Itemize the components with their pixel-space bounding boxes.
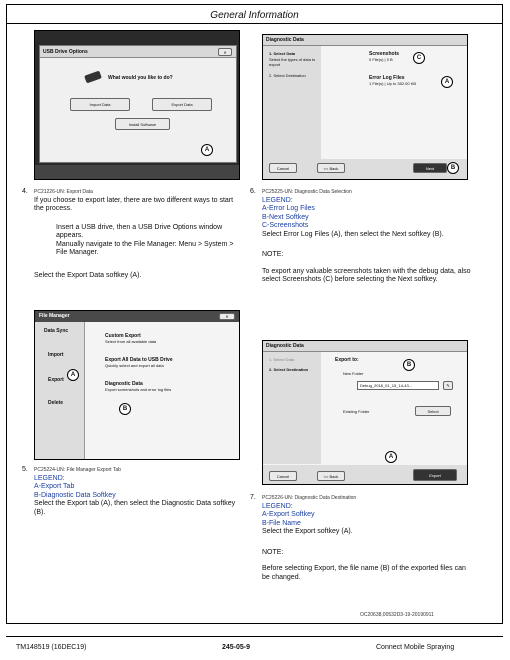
custom-export-title[interactable]: Custom Export [105,333,141,339]
step-6-text [262,188,472,285]
next-button[interactable] [413,163,447,173]
header-rule [6,23,503,24]
tab-data-sync[interactable]: Data Sync [44,328,69,334]
export-label: Export [429,472,441,478]
dest-titlebar [263,341,468,352]
callout-a: A [67,369,79,381]
tab-column [35,322,85,460]
step-6-caption: PC25225-UN: Diagnostic Data Selection [262,189,352,195]
callout-c: C [413,52,425,64]
step-select-destination: 2. Select Destination [269,367,309,372]
step-7-text [262,494,472,582]
step-5-legend-a: A-Export Tab [34,483,75,490]
tab-delete[interactable]: Delete [48,400,64,406]
callout-a: A [441,76,453,88]
export-all-sub: Quickly select and export all data [105,363,164,368]
step-7-note-label: NOTE: [262,548,284,556]
back-label: << Back [323,473,339,479]
file-manager-screenshot [34,310,240,460]
diag-titlebar [263,35,468,46]
callout-a: A [201,144,213,156]
usb-dialog-title: USB Drive Options [43,49,88,55]
step-7-legend-b: B-File Name [262,519,301,527]
step-select-data: 1. Select Data [269,357,295,362]
diagnostic-selection-screenshot [262,34,468,180]
dest-title: Diagnostic Data [266,343,304,349]
diagnostic-destination-screenshot [262,340,468,485]
footer-rule [6,636,503,637]
cancel-label: Cancel [276,473,290,479]
step-4-para2: Insert a USB drive, then a USB Drive Options window appears. [56,223,223,239]
export-data-button[interactable] [152,98,212,111]
back-button[interactable] [317,471,345,481]
export-button[interactable] [413,469,457,481]
custom-export-sub: Select from all available data [105,339,157,344]
step-6-number: 6. [250,188,256,195]
cancel-button[interactable] [269,163,297,173]
callout-b: B [403,359,415,371]
callout-a: A [385,451,397,463]
step-4-para4: Select the Export Data softkey (A). [34,272,142,279]
existing-folder-option[interactable]: Existing Folder [343,409,370,414]
step-7-number: 7. [250,494,256,501]
tab-import[interactable]: Import [48,352,64,358]
step-7-caption: PC25226-UN: Diagnostic Data Destination [262,495,357,501]
step-5-legend: LEGEND: [34,474,65,482]
export-all-title[interactable]: Export All Data to USB Drive [105,357,173,363]
back-button[interactable] [317,163,345,173]
step-select-data-sub: Select the types of data to export [269,57,316,67]
reference-code: OC20638,00532D3-19-20190911 [360,612,434,618]
file-manager-titlebar [35,311,240,322]
close-icon[interactable]: ✕ [218,48,232,56]
step-6-legend-a: A-Error Log Files [262,205,315,212]
callout-b: B [447,162,459,174]
footer-left: TM148519 (16DEC19) [16,644,87,651]
usb-question: What would you like to do? [108,75,173,81]
diagnostic-data-title[interactable]: Diagnostic Data [105,381,143,387]
step-5-text [34,466,242,517]
next-label: Next [425,165,435,171]
select-button[interactable] [415,406,451,416]
export-to-label: Export to: [335,357,359,363]
cancel-label: Cancel [276,165,290,171]
import-data-label: Import Data [89,102,111,107]
footer-right: Connect Mobile Spraying [376,644,455,651]
filename-value: Debug_2018_01_15_14-43... [360,383,413,388]
install-software-label: Install Software [128,121,157,127]
step-6-note: To export any valuable screenshots taken with the debug data, also select Screenshots (C) before selecting the Next softkey. [262,267,471,283]
tab-export[interactable]: Export [48,377,64,383]
step-6-legend: LEGEND: [262,196,293,204]
step-7-legend: LEGEND: [262,502,293,510]
file-manager-title: File Manager [39,313,70,319]
cancel-button[interactable] [269,471,297,481]
step-5-caption: PC25224-UN: File Manager Export Tab [34,467,121,473]
step-7-note: Before selecting Export, the file name (B) of the exported files can be changed. [262,565,466,581]
diagnostic-data-sub: Export screenshots and error log files [105,387,172,392]
step-4-para3: Manually navigate to the File Manager: Menu > System > File Manager. [56,240,234,256]
step-6-legend-b: B-Next Softkey [262,213,309,221]
filename-field[interactable] [357,381,439,390]
diag-title: Diagnostic Data [266,37,304,43]
install-software-button[interactable] [115,118,170,130]
screenshots-sub: 0 File(s) | 0 B [369,57,393,62]
error-log-title[interactable]: Error Log Files [369,75,405,81]
step-7-para: Select the Export softkey (A). [262,528,353,535]
footer-center: 245-05-9 [222,644,251,651]
usb-drive-options-screenshot [34,30,240,180]
step-6-para: Select Error Log Files (A), then select the Next softkey (B). [262,230,444,238]
step-4-number: 4. [22,188,28,195]
step-select-destination: 2. Select Destination [269,73,306,78]
export-data-label: Export Data [171,102,193,107]
new-folder-option[interactable]: New Folder [343,371,364,376]
select-label: Select [427,408,439,414]
step-4-caption: PC21226-UN: Export Data [34,189,93,195]
step-select-data: 1. Select Data [269,51,296,56]
error-log-sub: 1 File(s) | Up to 352.00 KB [369,81,417,86]
step-7-legend-a: A-Export Softkey [262,511,315,518]
usb-dialog-titlebar [40,46,237,58]
step-6-note-label: NOTE: [262,251,284,258]
screenshots-title[interactable]: Screenshots [369,51,400,57]
back-label: << Back [323,165,339,171]
step-4-text [34,188,242,258]
step-5-legend-b: B-Diagnostic Data Softkey [34,491,116,499]
bottom-toolbar [35,165,240,180]
usb-dialog [39,45,237,163]
import-data-button[interactable] [70,98,130,111]
close-icon[interactable]: ✕ [219,313,235,320]
step-5-para: Select the Export tab (A), then select the Diagnostic Data softkey (B). [34,500,236,516]
callout-b: B [119,403,131,415]
step-6-legend-c: C-Screenshots [262,222,309,229]
step-5-number: 5. [22,466,28,473]
step-4-para1: If you choose to export later, there are two different ways to start the process. [34,196,234,212]
usb-drive-icon [84,71,102,84]
edit-icon[interactable]: ✎ [443,381,453,390]
page-header: General Information [210,10,299,21]
